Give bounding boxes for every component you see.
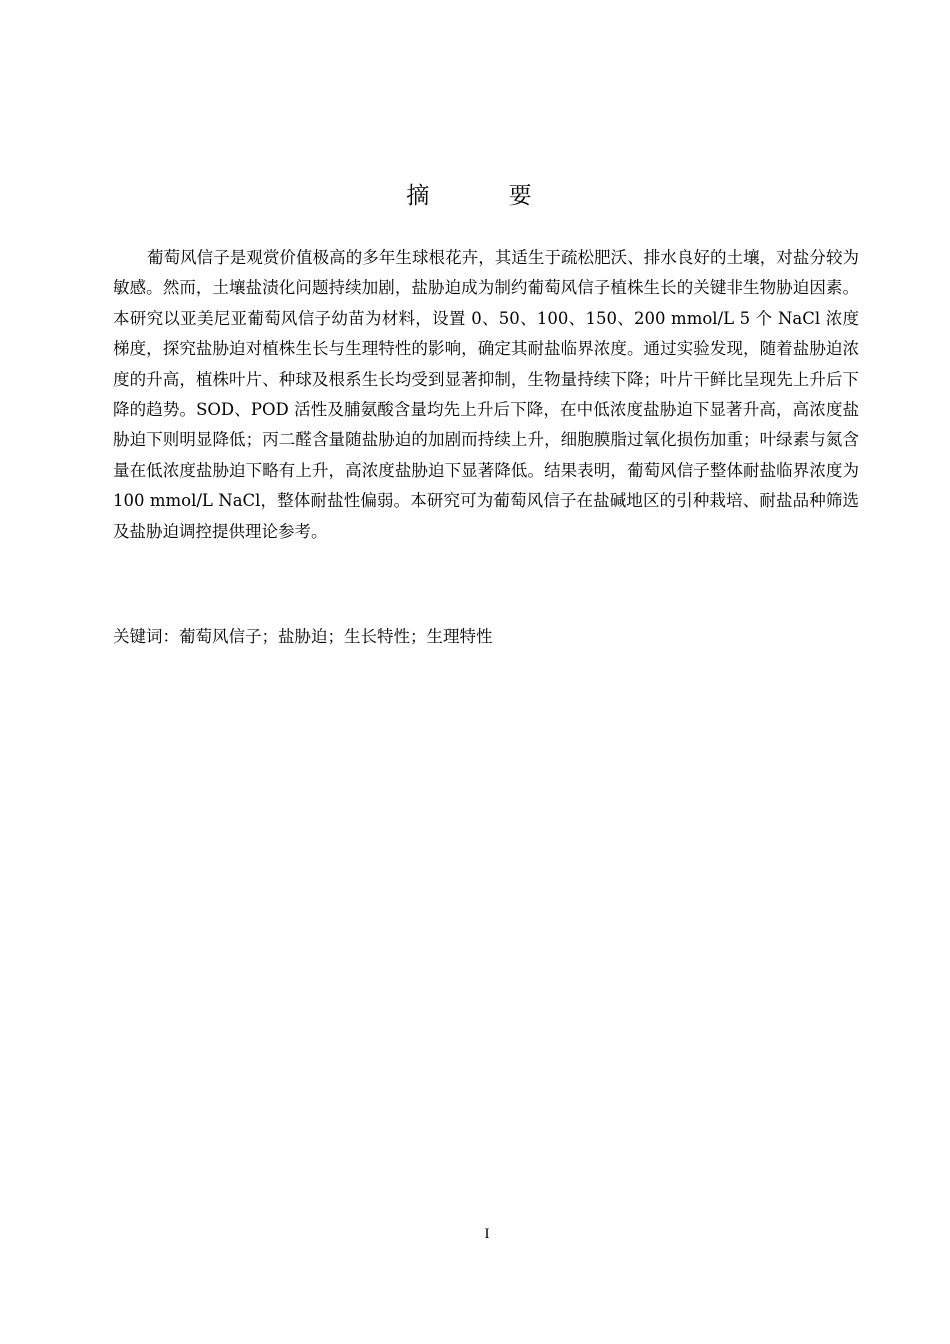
keywords-label: 关键词：: [113, 627, 179, 646]
keywords-line: [113, 622, 859, 652]
page-title: 摘 要: [406, 183, 568, 209]
keywords-text: 葡萄风信子；盐胁迫；生长特性；生理特性: [179, 627, 493, 646]
abstract-paragraph: 葡萄风信子是观赏价值极高的多年生球根花卉，其适生于疏松肥沃、排水良好的土壤，对盐分较为敏感。然而，土壤盐渍化问题持续加剧，盐胁迫成为制约葡萄风信子植株生长的关键非生物胁迫因素。本研究以亚美尼亚葡萄风信子幼苗为材料，设置 0、50、100、150、200 mmol/L 5 个 NaCl 浓度梯度，探究盐胁迫对植株生长与生理特性的影响，确定其耐盐临界浓度。通过实验发现，随着盐胁迫浓度的升高，植株叶片、种球及根系生长均受到显著抑制，生物量持续下降；叶片干鲜比呈现先上升后下降的趋势。SOD、POD 活性及脯氨酸含量均先上升后下降，在中低浓度盐胁迫下显著升高，高浓度盐胁迫下则明显降低；丙二醛含量随盐胁迫的加剧而持续上升，细胞膜脂过氧化损伤加重；叶绿素与氮含量在低浓度盐胁迫下略有上升，高浓度盐胁迫下显著降低。结果表明，葡萄风信子整体耐盐临界浓度为 100 mmol/L NaCl，整体耐盐性偏弱。本研究可为葡萄风信子在盐碱地区的引种栽培、耐盐品种筛选及盐胁迫调控提供理论参考。: [113, 248, 859, 541]
page-number: I: [484, 1226, 490, 1242]
